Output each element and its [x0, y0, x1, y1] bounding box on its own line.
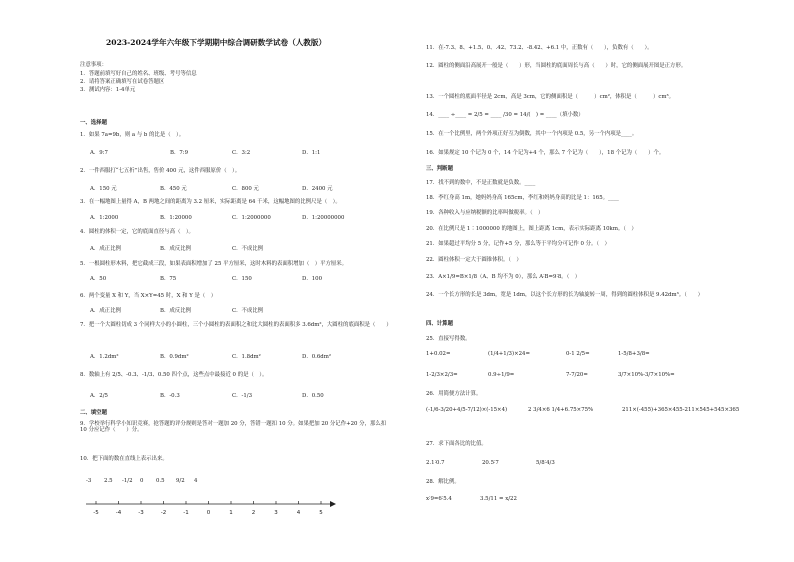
- option: C．150: [232, 276, 252, 282]
- option: B．7:9: [170, 150, 189, 156]
- axis-tick-label: 0: [206, 510, 211, 516]
- calc-item: 0.9÷1/9=: [488, 372, 515, 378]
- option: A．9:7: [90, 150, 108, 156]
- axis-tick-label: 2: [251, 510, 256, 516]
- calc-item: 1-2/3×2/3=: [426, 372, 458, 378]
- question-stem: 5．一根圆柱形木料，把它截成三段，如果表面积增加了 25 平方厘米，这时木料的表面积增加（ ）平方厘米。: [80, 261, 348, 267]
- question-stem: 28．解比例。: [426, 479, 460, 485]
- question-stem: 9．学校举行科学小知识竞赛，抢答题的评分规则是答对一题加 20 分，答错一题扣 10 分。如果把加 20 分记作+20 分，那么扣 10 分应记作（ ）分。: [80, 421, 387, 434]
- axis-tick-label: 5: [319, 510, 323, 516]
- judge-item: 23．A×1/9=B×1/8（A、B 均不为 0），那么 A∶B=9∶8。（ ）: [426, 274, 581, 280]
- option: C．800 元: [232, 186, 259, 192]
- option: B．0.9dm²: [160, 354, 189, 360]
- axis-tick-label: -3: [138, 510, 144, 516]
- axis-tick-label: -5: [93, 510, 99, 516]
- calc-item: (-1/6-3/20+4/5-7/12)×(-15×4): [426, 407, 508, 413]
- question-stem: 12．圆柱的侧面沿高展开一般是（ ）形，当圆柱的底面周长与高（ ）时，它的侧面展开图是正方形。: [426, 63, 687, 69]
- question-stem: 7．把一个大圆柱切成 3 个同样大小的小圆柱，三个小圆柱的表面积之和比大圆柱的表面积多 3.6dm²，大圆柱的底面积是（ ）: [80, 322, 392, 328]
- option: B．75: [160, 276, 177, 282]
- judge-item: 17．找不到的数中，不是正数就是负数。____: [426, 180, 536, 186]
- question-stem: 16．如果规定 10 个记为 0 个，14 个记为+4 个，那么 7 个记为（ ），18 个记为（ ）个。: [426, 150, 665, 156]
- option: A．成正比例: [90, 308, 121, 314]
- option: D．1:1: [302, 150, 321, 156]
- axis-tick-label: 3: [274, 510, 278, 516]
- option: D．100: [302, 276, 323, 282]
- calc-item: 1-5/8+3/8=: [618, 351, 650, 357]
- question-stem: 8．数轴上有 2/5、-0.3、-1/3、0.50 四个点，这些点中最接近 0 的是（ ）。: [80, 372, 268, 378]
- section-judge: 三、判断题: [426, 166, 453, 172]
- axis-tick-label: 4: [296, 510, 301, 516]
- option: B．450 元: [160, 186, 187, 192]
- calc-item: 7-7/20=: [566, 372, 588, 378]
- notice-item: 3．测试内容：1-4单元: [80, 87, 136, 93]
- option: C．3:2: [232, 150, 251, 156]
- calc-item: 3.5/11 = x/22: [480, 496, 517, 502]
- calc-item: 211×(-455)+365×455-211×545+545×365: [622, 407, 740, 413]
- option: D．2400 元: [302, 186, 333, 192]
- judge-item: 18．李红身高 1m，她妈妈身高 165cm，李红和妈妈身高的比是 1：165。____: [426, 195, 619, 201]
- q10-number: 0.5: [156, 478, 165, 484]
- question-stem: 3．在一幅地图上量得 A，B 两地之间的距离为 3.2 厘米，实际距离是 64 千米，这幅地图的比例尺是（ ）。: [80, 199, 341, 205]
- calc-item: 2.1∶0.7: [426, 460, 445, 466]
- axis-tick-label: -2: [160, 510, 167, 516]
- option: A．50: [90, 276, 107, 282]
- option: D．1:20000000: [302, 215, 345, 221]
- judge-item: 21．如果超过平均分 5 分，记作+5 分，那么等于平均分可记作 0 分。（ ）: [426, 241, 610, 247]
- judge-item: 20．在比例尺是 1∶1000000 的地图上，图上距离 1cm，表示实际距离 10km。（ ）: [426, 226, 637, 232]
- option: C．-1/3: [232, 393, 253, 399]
- axis-tick-label: -1: [183, 510, 189, 516]
- option: B．-0.3: [160, 393, 180, 399]
- calc-item: 2 3/4×6 1/4+6.75×75%: [528, 407, 594, 413]
- question-stem: 15．在一个比例里，两个外项正好互为倒数，其中一个内项是 0.5，另一个内项是____。: [426, 131, 638, 137]
- option: C．1.8dm²: [232, 354, 261, 360]
- option: A．成正比例: [90, 246, 121, 252]
- section-fill: 二、填空题: [80, 410, 107, 416]
- q10-number: -1/2: [122, 478, 133, 484]
- section-calc: 四、计算题: [426, 321, 453, 327]
- exam-title: 2023-2024学年六年级下学期期中综合调研数学试卷（人教版）: [106, 38, 327, 47]
- judge-item: 19．各种收入与应纳税额的比率叫做税率。（ ）: [426, 210, 544, 216]
- question-stem: 26．用简便方法计算。: [426, 391, 482, 397]
- q10-number: 0: [140, 478, 144, 484]
- option: C．1:2000000: [232, 215, 271, 221]
- option: D．0.6dm²: [302, 354, 332, 360]
- calc-item: (1/4+1/3)×24=: [488, 351, 530, 357]
- axis-tick-label: -4: [115, 510, 122, 516]
- option: B．1:20000: [160, 215, 192, 221]
- calc-item: 20.5∶7: [482, 460, 499, 466]
- calc-item: x∶9=6∶5.4: [426, 496, 452, 502]
- calc-item: 0-1 2/5=: [566, 351, 590, 357]
- question-stem: 13．一个圆柱的底面半径是 2cm，高是 3cm，它的侧面积是（ ）cm²，体积是（ ）cm³。: [426, 94, 675, 100]
- calc-item: 1+0.02=: [426, 351, 451, 357]
- option: A．1.2dm²: [90, 354, 119, 360]
- q10-number: 4: [194, 478, 198, 484]
- q10-number: 9/2: [176, 478, 185, 484]
- option: C．不成比例: [232, 246, 264, 252]
- number-line: [80, 496, 398, 520]
- question-stem: 25．直接写得数。: [426, 336, 471, 342]
- calc-item: 3/7×10%-3/7×10%=: [618, 372, 675, 378]
- question-stem: 27．求下面各比的比值。: [426, 441, 487, 447]
- option: A．2/5: [90, 393, 108, 399]
- axis-arrow-icon: [330, 501, 336, 507]
- option: B．成反比例: [160, 308, 191, 314]
- q10-number: -3: [86, 478, 92, 484]
- question-stem: 10．把下面的数在直线上表示出来。: [80, 456, 168, 462]
- question-stem: 1．如果 7a=9b，则 a 与 b 的比是（ ）。: [80, 132, 185, 138]
- section-choice: 一、选择题: [80, 120, 107, 126]
- judge-item: 24．一个长方形的长是 3dm，宽是 1dm，以这个长方形的长为轴旋转一周，得到的圆柱体积是 9.42dm³。（ ）: [426, 292, 704, 298]
- option: C．不成比例: [232, 308, 264, 314]
- notice-item: 2．请将答案正确填写在试卷答题区: [80, 79, 165, 85]
- option: A．150 元: [90, 186, 117, 192]
- question-stem: 11．在-7.3、8、+1.5、0、.42、73.2、-8.42、+6.1 中，正数有（ ），负数有（ ）。: [426, 45, 653, 51]
- notice-heading: 注意事项：: [80, 62, 107, 68]
- calc-item: 5/8∶4/3: [536, 460, 555, 466]
- q10-number: 2.5: [104, 478, 113, 484]
- notice-item: 1．答题前填写好自己的姓名、班级、考号等信息: [80, 71, 197, 77]
- question-stem: 4．圆柱的体积一定，它的底面直径与高（ ）。: [80, 229, 194, 235]
- judge-item: 22．圆柱体积一定大于圆锥体积。（ ）: [426, 257, 522, 263]
- question-stem: 6．两个变量 X 和 Y，当 X×Y=45 时，X 和 Y 是（ ）: [80, 293, 217, 299]
- axis-tick-label: 1: [229, 510, 233, 516]
- option: D．0.50: [302, 393, 324, 399]
- question-stem: 2．一件西服打“七五折”出售，售价 400 元，这件西服原价（ ）。: [80, 168, 241, 174]
- option: A．1:2000: [90, 215, 119, 221]
- option: B．成反比例: [160, 246, 191, 252]
- question-stem: 14．____ ÷____ = 2/5 = ____ /30 = 14/( ) = ____（填小数）: [426, 112, 584, 118]
